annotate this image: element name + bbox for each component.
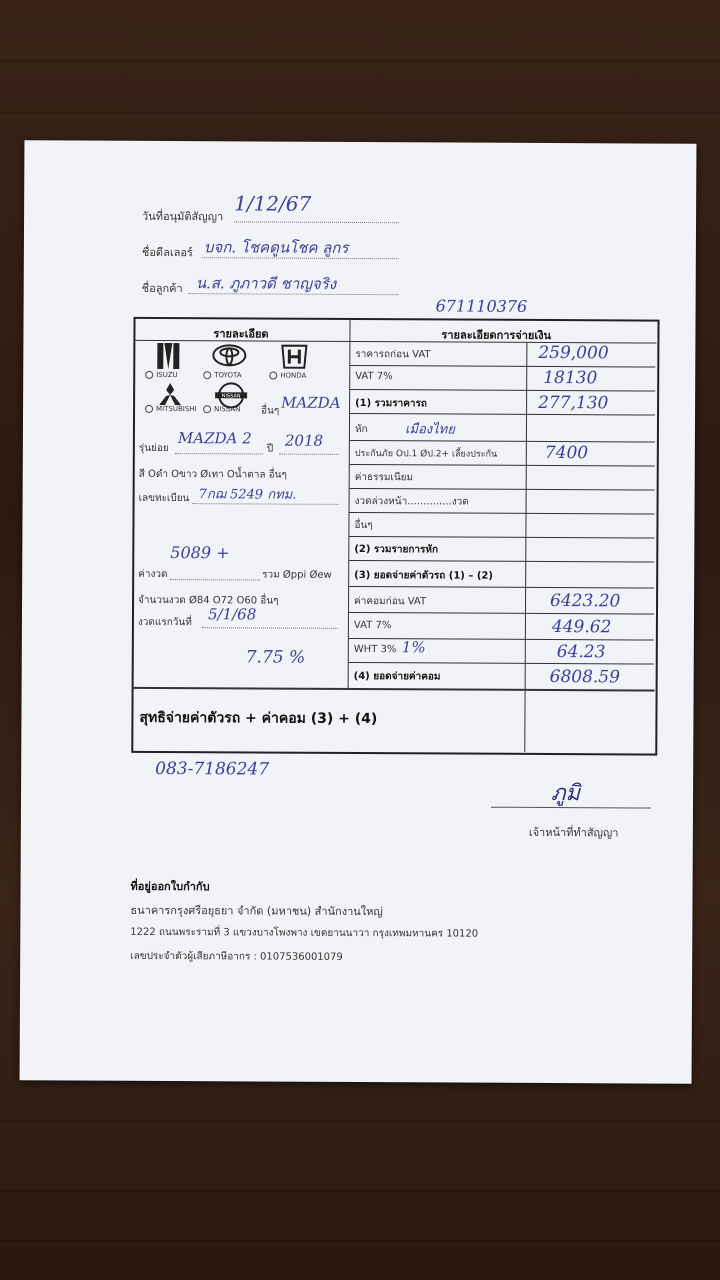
row-label: VAT 7%: [355, 370, 393, 383]
rate-value: 7.75 %: [245, 647, 306, 668]
wood-grain: [0, 60, 720, 62]
row-label: งวดล่วงหน้า..............งวด: [354, 495, 469, 508]
mitsubishi-logo: [155, 383, 185, 407]
other-brand-label: อื่นๆ: [261, 405, 280, 417]
address-line1: ธนาคารกรุงศรีอยุธยา จำกัด (มหาชน) สำนักงานใหญ่: [130, 903, 383, 919]
row-label: หัก: [354, 423, 368, 436]
row-label: WHT 3%: [353, 643, 397, 656]
model-label: รุ่นย่อย: [138, 442, 169, 455]
dealer-value: บจก. โชคดูนโชค ลูกร: [203, 238, 349, 257]
row-label: VAT 7%: [353, 619, 392, 632]
year-value: 2018: [284, 431, 324, 450]
left-header: รายละเอียด: [213, 327, 269, 341]
row-label: ค่าคอมก่อน VAT: [354, 595, 427, 608]
color-row: สี Oดำ Oขาว Øเทา Oน้ำตาล อื่นๆ: [138, 468, 287, 481]
first-due-label: งวดแรกวันที่: [137, 616, 192, 629]
isuzu-logo: [153, 343, 183, 369]
dealer-label: ชื่อดีลเลอร์: [141, 245, 193, 260]
customer-label: ชื่อลูกค้า: [141, 281, 183, 296]
row-value: 259,000: [538, 342, 609, 364]
paper-sheet: [20, 140, 697, 1084]
wood-grain: [0, 1190, 720, 1192]
date-line: [234, 221, 399, 223]
row-value: 64.23: [556, 642, 606, 663]
customer-value: น.ส. ภูภาวดี ชาญจริง: [195, 274, 337, 293]
signature: ภูมิ: [550, 781, 581, 807]
signature-caption: เจ้าหน้าที่ทำสัญญา: [528, 825, 619, 840]
toyota-logo: [211, 343, 247, 367]
row-value: 6423.20: [550, 591, 621, 612]
insurer-value: เมืองไทย: [404, 422, 455, 438]
installment-label: ค่างวด: [138, 568, 168, 581]
row-value: 277,130: [538, 392, 609, 414]
mitsubishi-option[interactable]: MITSUBISHI: [145, 405, 197, 413]
plate-label: เลขทะเบียน: [138, 492, 190, 505]
row-label: (3) ยอดจ่ายค่าตัวรถ (1) – (2): [354, 569, 493, 582]
row-label: ราคารถก่อน VAT: [355, 348, 431, 361]
year-label: ปี: [266, 443, 274, 455]
row-value: 18130: [543, 367, 598, 389]
total-label: รวม Øppi Øew: [262, 569, 332, 581]
nissan-option[interactable]: NISSAN: [203, 405, 240, 413]
isuzu-option[interactable]: ISUZU: [145, 371, 177, 379]
net-label: สุทธิจ่ายค่าตัวรถ + ค่าคอม (3) + (4): [139, 709, 378, 728]
first-due-value: 5/1/68: [207, 605, 257, 624]
model-value: MAZDA 2: [177, 429, 252, 448]
row-value: 449.62: [551, 617, 612, 638]
row-value: 7400: [544, 442, 589, 464]
row-label: (2) รวมรายการหัก: [354, 543, 439, 556]
wood-grain: [0, 112, 720, 114]
wht-note: 1%: [401, 638, 426, 657]
other-brand-value: MAZDA: [281, 393, 341, 412]
row-label: (4) ยอดจ่ายค่าคอม: [353, 670, 441, 683]
plate-value: 7กฌ 5249 กทม.: [198, 487, 297, 503]
svg-text:NISSAN: NISSAN: [221, 393, 241, 400]
row-label: ค่าธรรมเนียม: [354, 471, 414, 484]
installment-value: 5089 +: [170, 543, 230, 563]
honda-logo: [279, 344, 309, 370]
address-line3: เลขประจำตัวผู้เสียภาษีอากร : 0107536001079: [130, 950, 343, 963]
toyota-option[interactable]: TOYOTA: [203, 371, 241, 379]
row-label: อื่นๆ: [354, 519, 373, 532]
address-line2: 1222 ถนนพระรามที่ 3 แขวงบางโพงพาง เขตยานนาวา กรุงเทพมหานคร 10120: [130, 926, 479, 940]
months-row: จำนวนงวด Ø84 O72 O60 อื่นๆ: [138, 594, 279, 607]
date-value: 1/12/67: [234, 191, 312, 216]
honda-option[interactable]: HONDA: [269, 372, 306, 380]
right-header: รายละเอียดการจ่ายเงิน: [441, 328, 552, 343]
row-value: 6808.59: [549, 667, 621, 688]
wood-grain: [0, 1120, 720, 1122]
date-label: วันที่อนุมัติสัญญา: [142, 209, 224, 224]
wood-grain: [0, 1240, 720, 1242]
address-title: ที่อยู่ออกใบกำกับ: [130, 879, 210, 894]
phone-number: 083-7186247: [155, 758, 270, 780]
row-label: ประกันภัย Oป.1 Øป.2+ เลี้ยงประกัน: [354, 448, 498, 460]
ref-number: 671110376: [435, 296, 528, 316]
row-label: (1) รวมราคารถ: [355, 397, 427, 410]
